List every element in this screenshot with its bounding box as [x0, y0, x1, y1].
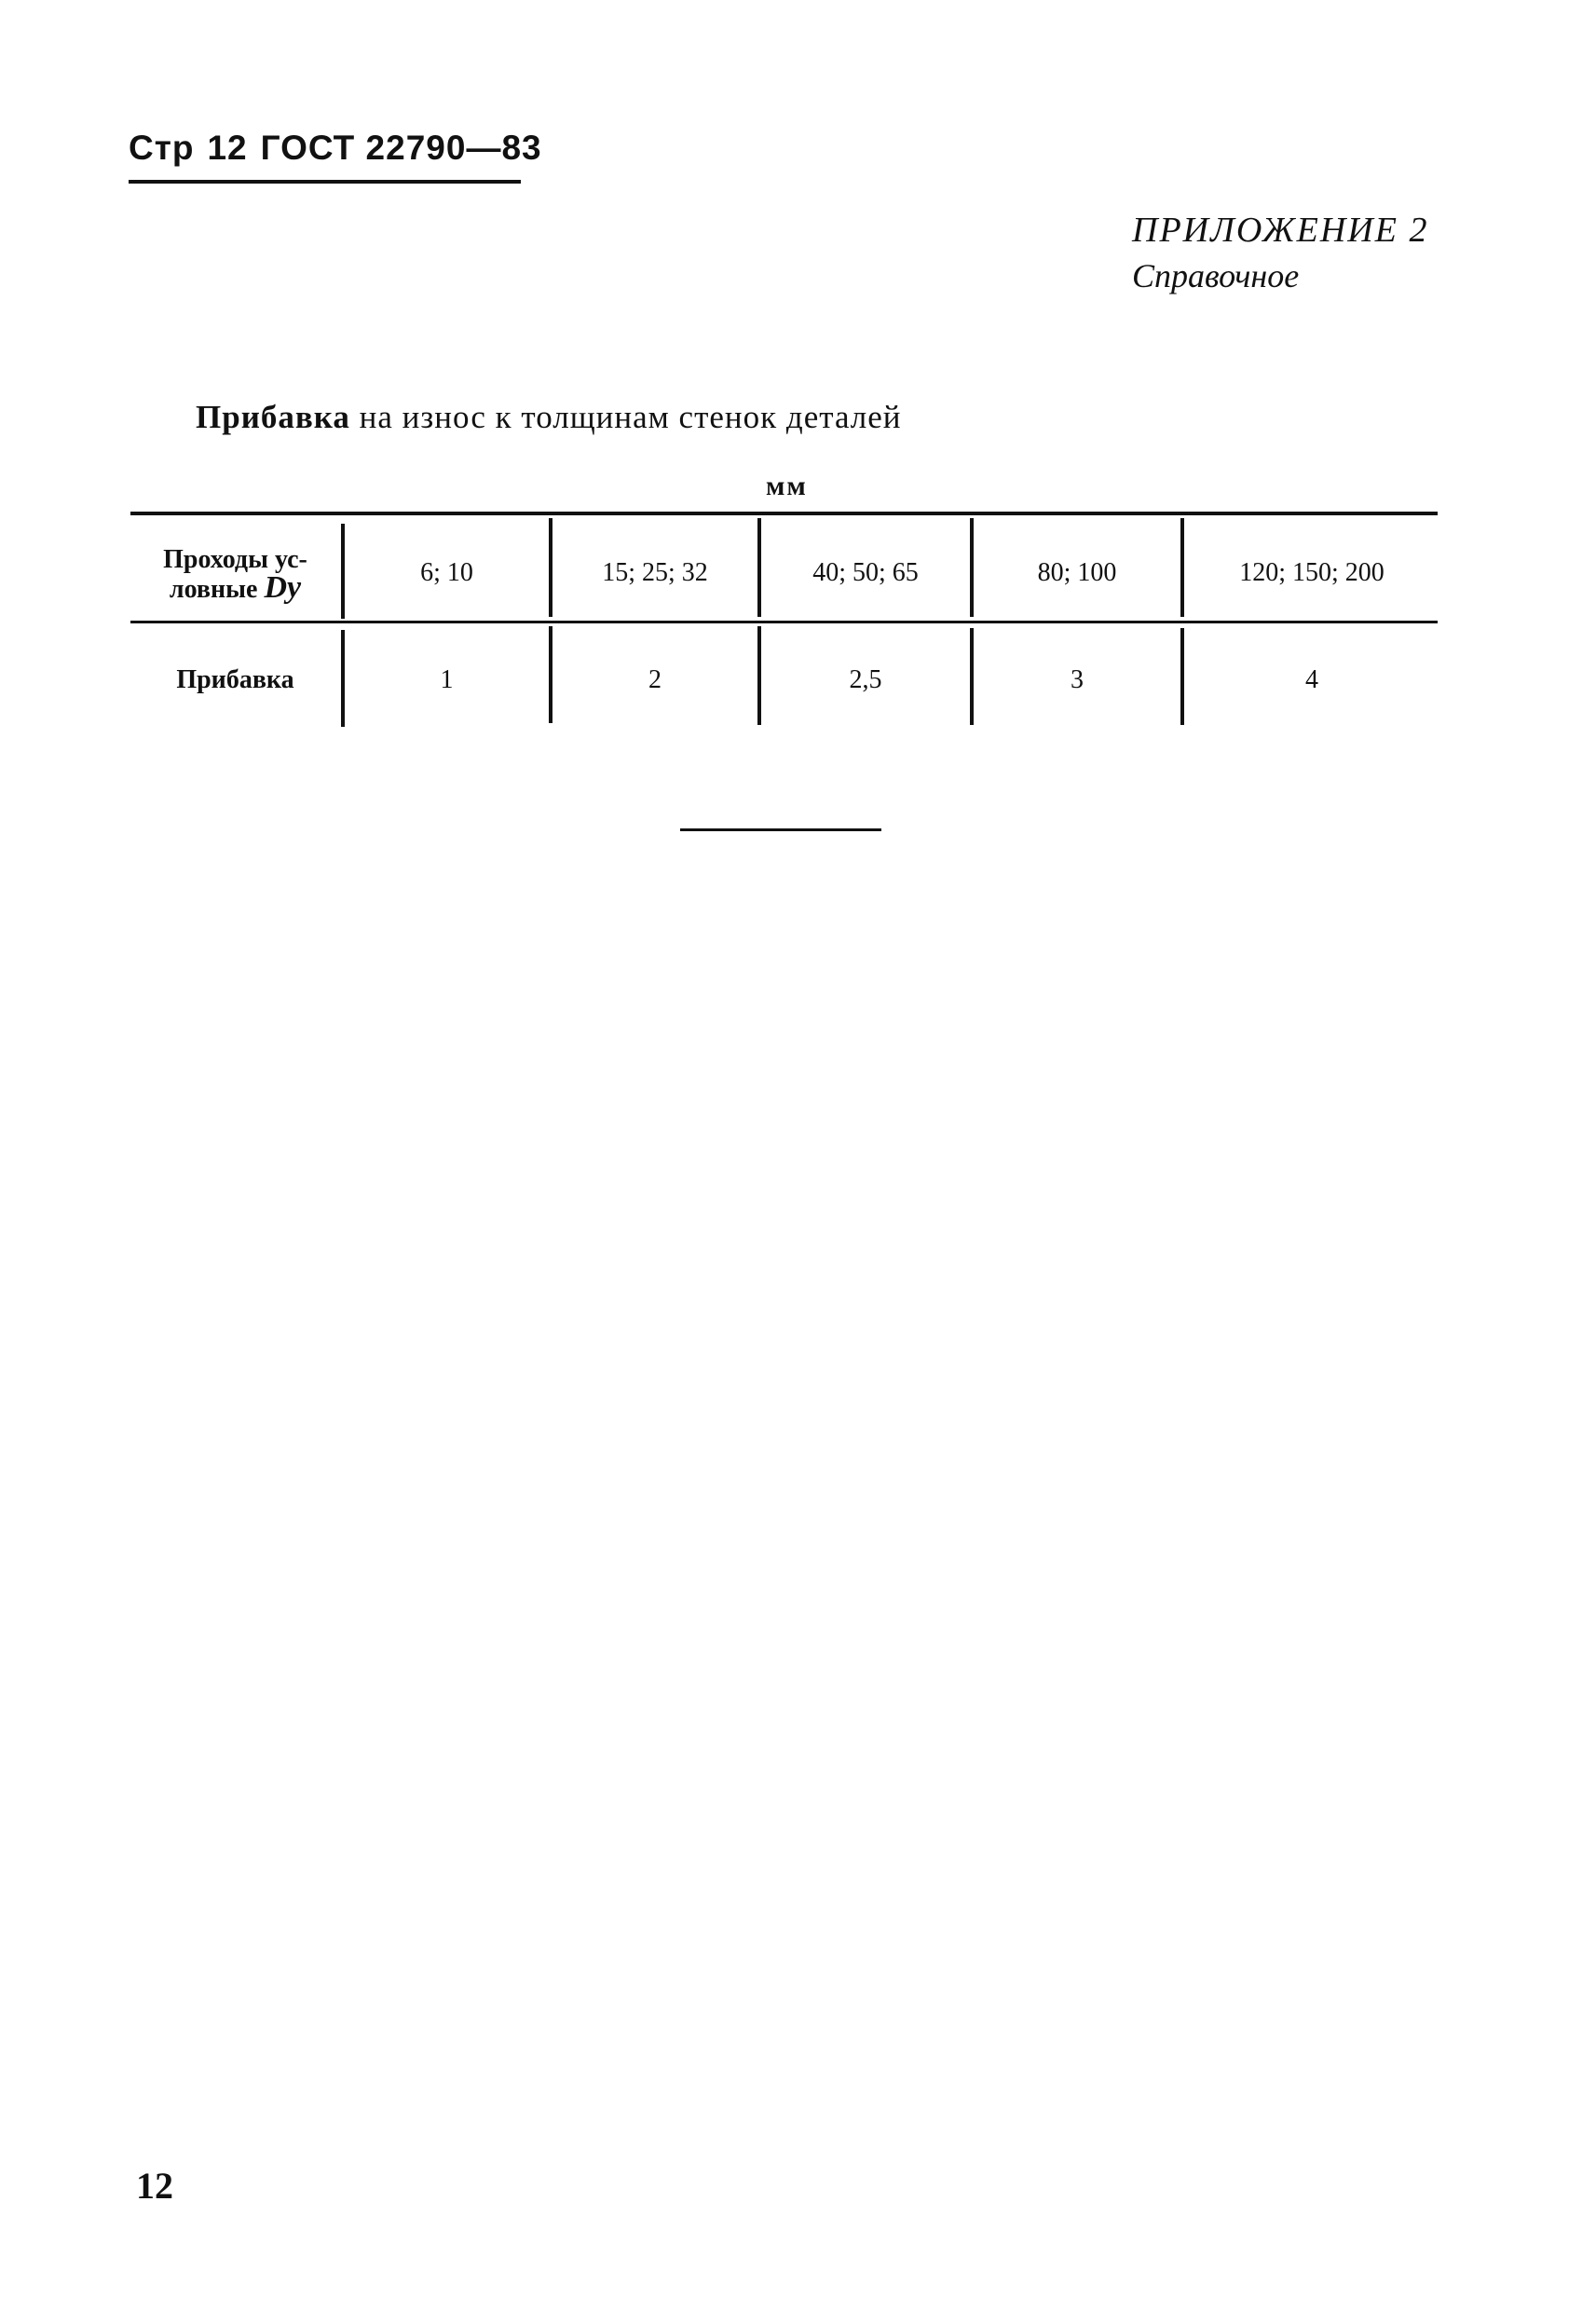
diameter-cell: 80; 100	[1037, 558, 1117, 587]
column-divider	[1180, 628, 1184, 725]
allowance-cell: 3	[1071, 665, 1084, 694]
column-divider	[970, 518, 974, 617]
table-title-bold: Прибавка	[196, 399, 350, 435]
page-label: Стр	[129, 129, 195, 167]
allowance-cell: 4	[1305, 665, 1318, 694]
column-divider	[757, 626, 761, 725]
column-divider	[549, 626, 552, 723]
page-header	[129, 129, 542, 168]
diameter-cell: 15; 25; 32	[602, 558, 708, 587]
column-divider	[341, 524, 345, 619]
diameter-symbol: Dу	[264, 570, 302, 605]
column-divider	[1180, 518, 1184, 617]
appendix-subtitle: Справочное	[1132, 257, 1300, 294]
column-divider	[341, 630, 345, 727]
appendix-title: ПРИЛОЖЕНИЕ 2	[1132, 211, 1429, 250]
page-number: 12	[136, 2165, 173, 2207]
table-title-rest: на износ к толщинам стенок деталей	[349, 399, 902, 435]
units-label: мм	[766, 471, 808, 501]
header-rule	[129, 180, 521, 184]
table-top-rule	[130, 512, 1438, 515]
row-header-line2: ловные	[169, 575, 258, 604]
column-divider	[757, 518, 761, 617]
column-divider	[970, 628, 974, 725]
diameter-cell: 40; 50; 65	[812, 558, 919, 587]
table-mid-rule	[130, 621, 1438, 623]
diameter-cell: 120; 150; 200	[1239, 558, 1385, 587]
table-title	[196, 399, 902, 436]
diameter-cell: 6; 10	[420, 558, 473, 587]
page-header-number: 12	[207, 129, 248, 167]
row-header-line1: Проходы ус-	[163, 545, 307, 574]
allowance-cell: 1	[440, 665, 454, 694]
row-header-allowance: Прибавка	[176, 665, 294, 694]
standard-designation: ГОСТ 22790—83	[260, 129, 542, 167]
column-divider	[549, 518, 552, 617]
closing-rule	[680, 828, 881, 831]
allowance-cell: 2,5	[849, 665, 882, 694]
allowance-cell: 2	[648, 665, 662, 694]
row-header-nominal-diameter	[135, 533, 335, 617]
